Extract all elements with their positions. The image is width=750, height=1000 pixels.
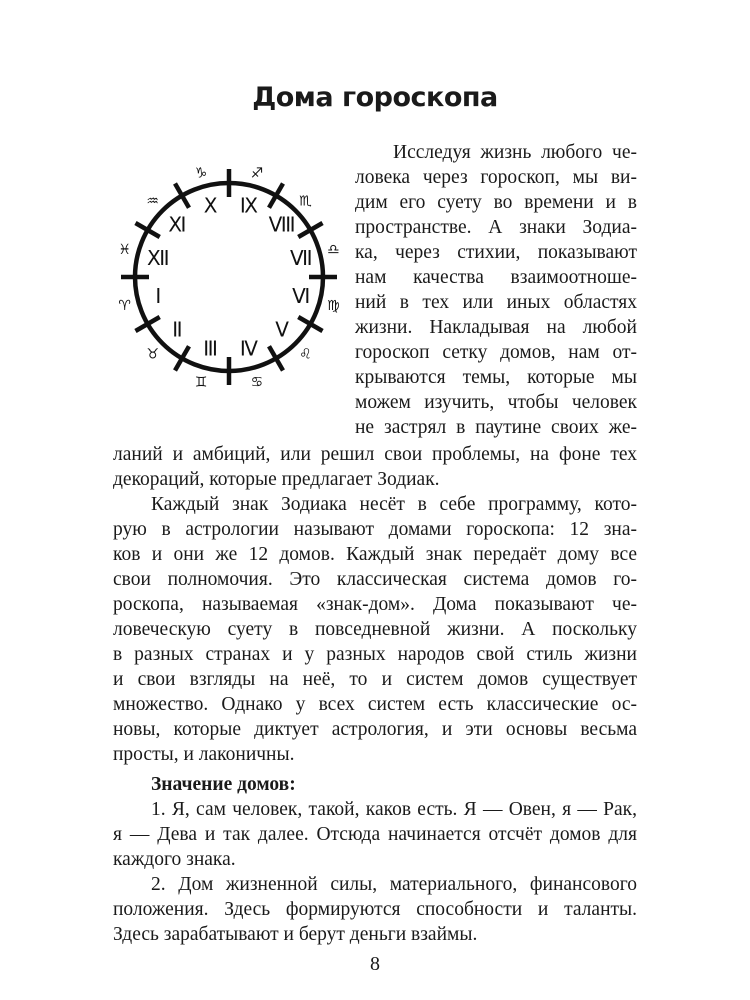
text-line: ловека через гороскоп, мы ви- (355, 167, 637, 188)
wheel-circle (135, 183, 323, 371)
house-cusp-tick (135, 317, 159, 331)
text-line: 2. Дом жизненной силы, материального, финансового (151, 874, 637, 895)
text-line: декораций, которые предлагает Зодиак. (113, 469, 440, 490)
text-line: пространстве. А знаки Зодиа- (355, 217, 637, 238)
text-line: нам качества взаимоотноше- (355, 267, 637, 288)
text-line: гороскоп сетку домов, нам от- (355, 342, 637, 363)
zodiac-sign-icon: ♏︎ (299, 193, 312, 210)
text-line: ланий и амбиций, или решил свои проблемы, на фоне тех (113, 444, 637, 465)
zodiac-sign-icon: ♎︎ (327, 242, 340, 259)
text-line: и свои взгляды на неё, то и систем домов существует (113, 669, 637, 690)
house-cusp-tick (269, 183, 283, 207)
text-line: просты, и лаконичны. (113, 744, 295, 765)
zodiac-sign-icon: ♉︎ (146, 346, 159, 363)
section-heading: Значение домов: (151, 774, 296, 795)
zodiac-houses-diagram (110, 160, 360, 395)
zodiac-sign-icon: ♋︎ (250, 374, 264, 391)
house-numeral: V (275, 317, 288, 342)
text-line: крываются темы, которые мы (355, 367, 637, 388)
zodiac-sign-icon: ♒︎ (146, 193, 159, 210)
house-numeral: I (155, 284, 160, 309)
intro-paragraph-wrapped (355, 140, 637, 440)
text-line: в разных странах и у разных народов свой стиль жизни (113, 644, 637, 665)
body-text (113, 442, 637, 767)
zodiac-sign-icon: ♌︎ (299, 346, 312, 363)
zodiac-sign-icon: ♍︎ (327, 297, 340, 314)
houses-meaning-section (113, 772, 637, 947)
text-line: я — Дева и так далее. Отсюда начинается отсчёт домов для (113, 824, 637, 845)
text-line: ний в тех или иных областях (355, 292, 637, 313)
house-numeral: XI (168, 212, 185, 237)
text-line: можем изучить, чтобы человек (355, 392, 637, 413)
text-line: ка, через стихии, показывают (355, 242, 637, 263)
text-line: свои полномочия. Это классическая система домов го- (113, 569, 637, 590)
page-number: 8 (370, 953, 380, 975)
house-numeral: II (172, 317, 182, 342)
text-line: жизни. Накладывая на любой (355, 317, 637, 338)
text-line: положения. Здесь формируются способности и таланты. (113, 899, 637, 920)
page-title: Дома гороскопа (252, 82, 498, 113)
house-numeral: XII (147, 245, 169, 270)
text-line: Исследуя жизнь любого че- (393, 142, 637, 163)
house-numeral: III (203, 336, 217, 361)
house-numeral: IX (239, 193, 257, 218)
zodiac-sign-icon: ♊︎ (194, 374, 208, 391)
zodiac-sign-icon: ♐︎ (250, 165, 264, 182)
text-line: каждого знака. (113, 849, 236, 870)
house-numeral: VI (292, 284, 309, 309)
text-line: Здесь зарабатывают и берут деньги взаймы. (113, 924, 478, 945)
house-cusp-tick (175, 183, 189, 207)
house-cusp-tick (298, 317, 322, 331)
zodiac-sign-icon: ♈︎ (118, 297, 131, 314)
house-cusp-tick (135, 223, 159, 237)
house-numeral: VII (289, 245, 311, 270)
text-line: не застрял в паутине своих же- (355, 417, 637, 438)
zodiac-sign-icon: ♑︎ (194, 165, 208, 182)
text-line: ков и они же 12 домов. Каждый знак передаёт дому все (113, 544, 637, 565)
text-line: рую в астрологии называют домами гороскопа: 12 зна- (113, 519, 637, 540)
zodiac-sign-icon: ♓︎ (118, 242, 131, 259)
text-line: дим его суету во времени и в (355, 192, 637, 213)
house-numeral: IV (239, 336, 257, 361)
house-cusp-tick (175, 346, 189, 370)
house-numeral: X (203, 193, 216, 218)
house-numeral: VIII (268, 212, 295, 237)
text-line: ловеческую суету в повседневной жизни. А поскольку (113, 619, 637, 640)
house-cusp-tick (269, 346, 283, 370)
house-cusp-tick (298, 223, 322, 237)
text-line: роскопа, называемая «знак-дом». Дома показывают че- (113, 594, 637, 615)
text-line: 1. Я, сам человек, такой, каков есть. Я — Овен, я — Рак, (151, 799, 637, 820)
text-line: новы, которые диктует астрология, и эти основы весьма (113, 719, 637, 740)
text-line: Каждый знак Зодиака несёт в себе программу, кото- (151, 494, 637, 515)
text-line: множество. Однако у всех систем есть классические ос- (113, 694, 637, 715)
